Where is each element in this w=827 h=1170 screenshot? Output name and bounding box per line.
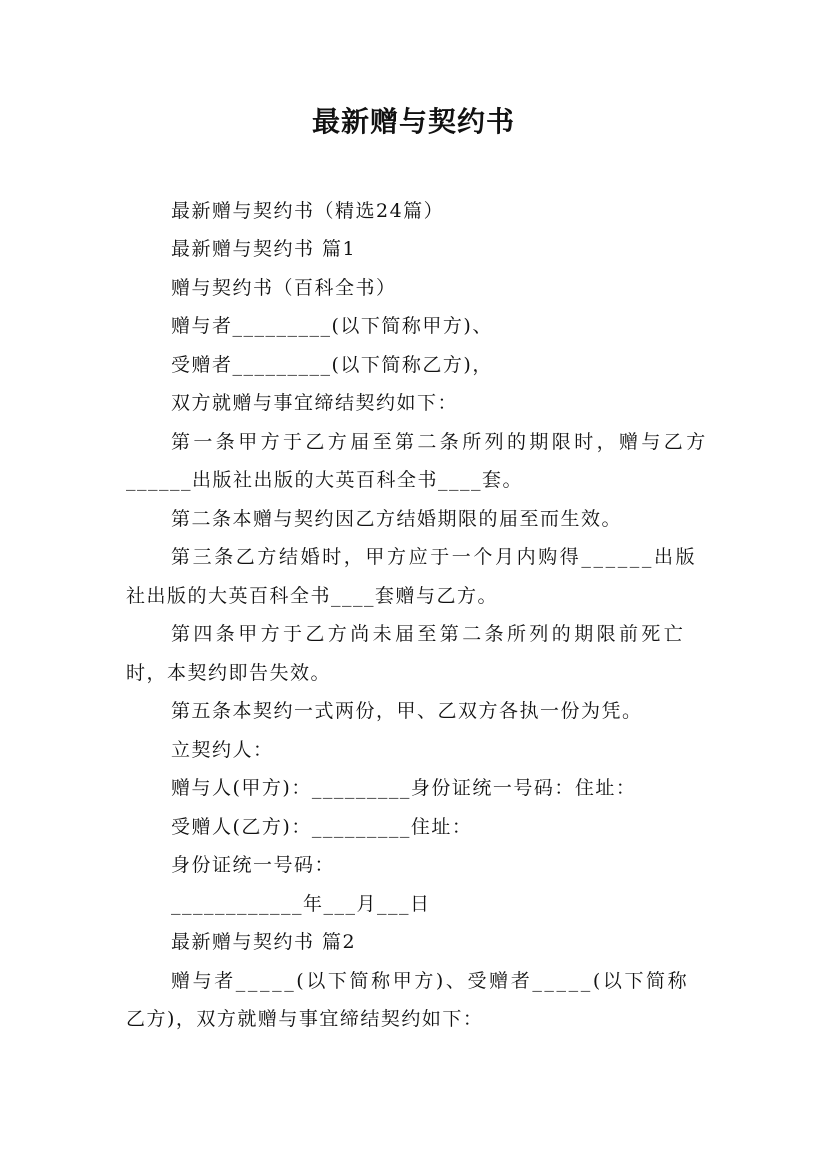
document-line: 第四条甲方于乙方尚未届至第二条所列的期限前死亡 <box>171 623 687 645</box>
document-line: 双方就赠与事宜缔结契约如下： <box>171 392 459 414</box>
document-line: 立契约人： <box>171 739 274 761</box>
document-line: ______出版社出版的大英百科全书____套。 <box>126 469 524 491</box>
document-line: 赠与契约书（百科全书） <box>171 277 397 299</box>
document-line: 乙方)，双方就赠与事宜缔结契约如下： <box>126 1008 484 1030</box>
document-line: 最新赠与契约书 篇2 <box>171 931 357 953</box>
document-line: 第五条本契约一式两份，甲、乙双方各执一份为凭。 <box>171 700 643 722</box>
document-line: 最新赠与契约书 篇1 <box>171 238 357 260</box>
document-line: 受赠者_________(以下简称乙方)， <box>171 354 493 376</box>
document-line: 赠与者_________(以下简称甲方)、 <box>171 315 493 337</box>
document-line: 社出版的大英百科全书____套赠与乙方。 <box>126 585 499 607</box>
document-line: 赠与者_____(以下简称甲方)、受赠者_____(以下简称 <box>171 970 690 992</box>
document-line: ____________年___月___日 <box>171 893 431 915</box>
document-line: 第三条乙方结婚时，甲方应于一个月内购得______出版 <box>171 546 698 568</box>
document-line: 最新赠与契约书（精选24篇） <box>171 200 445 222</box>
document-line: 身份证统一号码： <box>171 854 336 876</box>
document-line: 第一条甲方于乙方届至第二条所列的期限时，赠与乙方 <box>171 431 709 453</box>
document-title: 最新赠与契约书 <box>311 105 515 138</box>
document-line: 赠与人(甲方)：_________身份证统一号码：住址： <box>171 777 637 799</box>
document-line: 受赠人(乙方)：_________住址： <box>171 816 473 838</box>
document-line: 第二条本赠与契约因乙方结婚期限的届至而生效。 <box>171 508 623 530</box>
document-line: 时，本契约即告失效。 <box>126 662 332 684</box>
